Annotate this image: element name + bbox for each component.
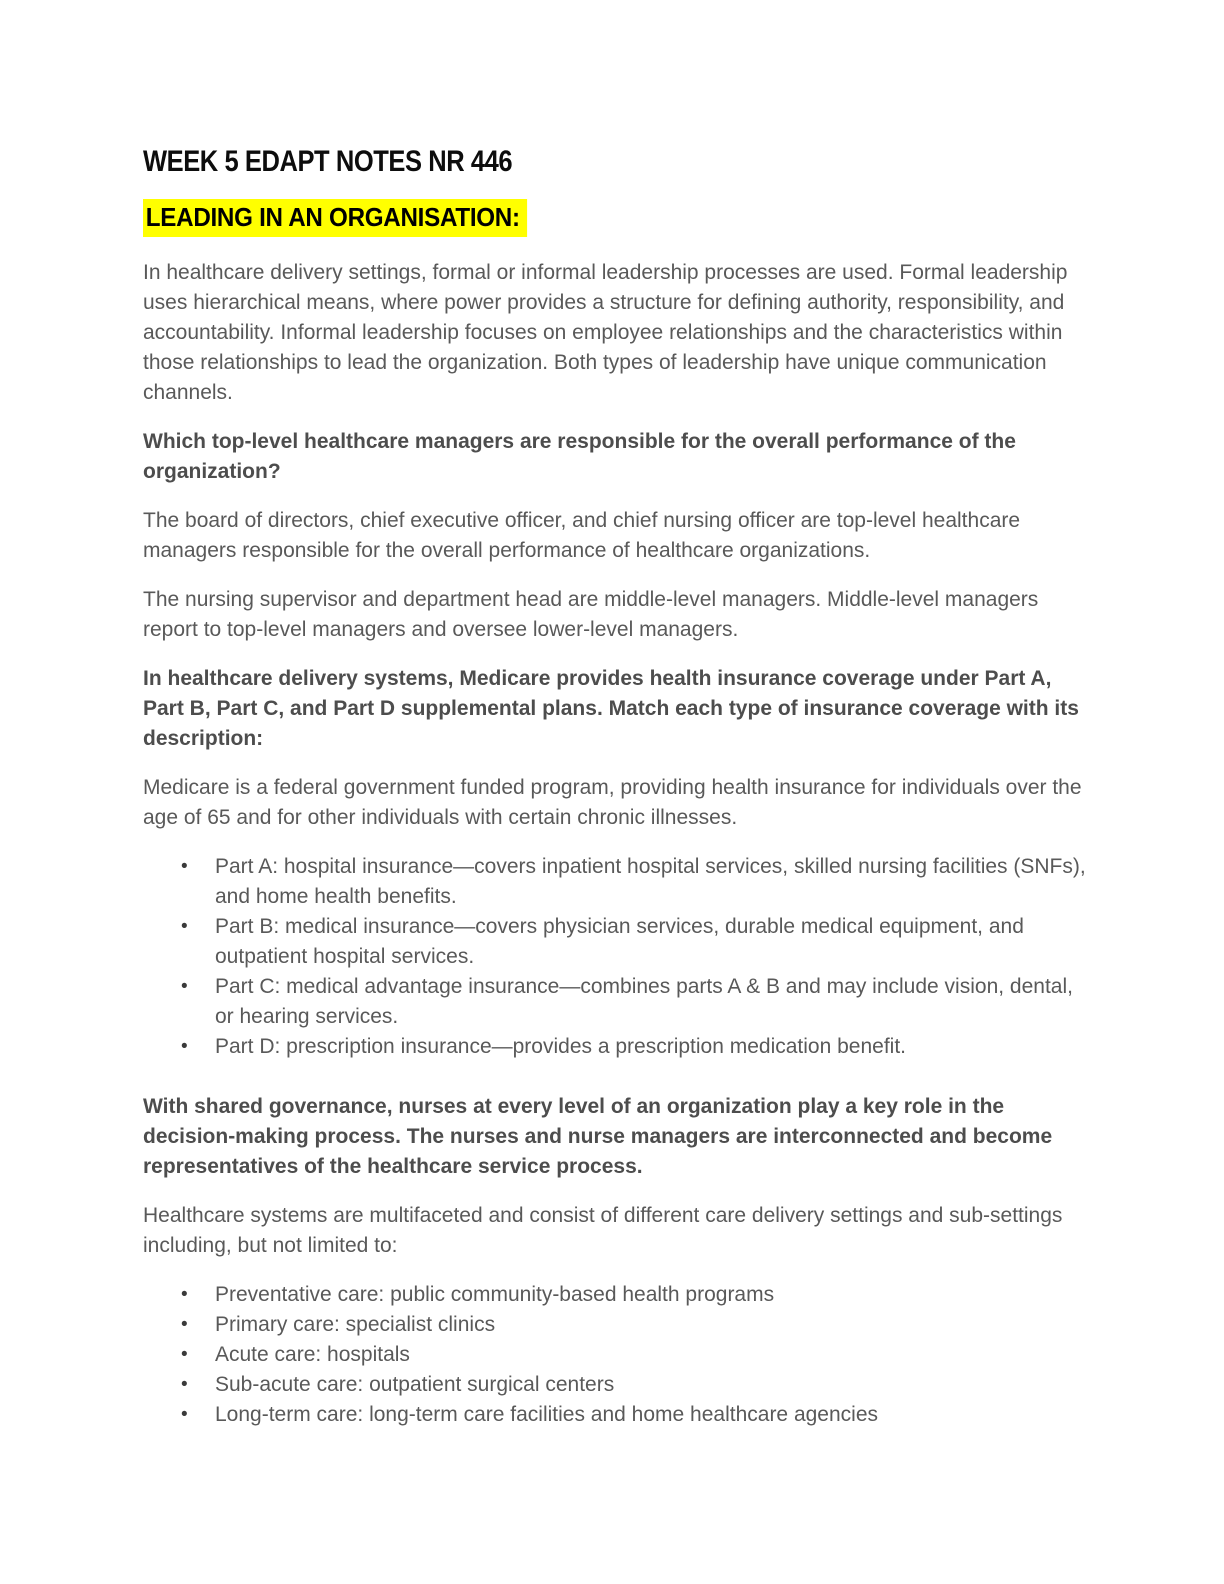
- question-top-level-managers: Which top-level healthcare managers are responsible for the overall performance of the organization?: [143, 430, 1016, 483]
- list-item-medicare-part-a: • Part A: hospital insurance—covers inpatient hospital services, skilled nursing facilities (SNFs), and home health benefits.: [143, 852, 1088, 912]
- paragraph-medicare-intro: Medicare is a federal government funded program, providing health insurance for individuals over the age of 65 and for other individuals with certain chronic illnesses.: [143, 776, 1082, 829]
- paragraph-care-settings-intro: Healthcare systems are multifaceted and consist of different care delivery settings and sub-settings including, but not limited to:: [143, 1204, 1063, 1257]
- paragraph-leadership-intro: In healthcare delivery settings, formal or informal leadership processes are used. Formal leadership uses hierarchical means, where power provides a structure for defining authority, responsibility, and accountability. Informal leadership focuses on employee relationships and the characteristics within those relationships to lead the organization. Both types of leadership have unique communication channels.: [143, 261, 1068, 404]
- list-item-preventative-care: • Preventative care: public community-based health programs: [143, 1280, 1088, 1310]
- list-item-acute-care: • Acute care: hospitals: [143, 1340, 1088, 1370]
- statement-shared-governance: With shared governance, nurses at every level of an organization play a key role in the decision-making process. The nurses and nurse managers are interconnected and become representatives of the healthcare service process.: [143, 1095, 1053, 1178]
- question-medicare-coverage: In healthcare delivery systems, Medicare provides health insurance coverage under Part A, Part B, Part C, and Part D supplemental plans. Match each type of insurance coverage with its description:: [143, 667, 1079, 750]
- section-heading-highlighted: LEADING IN AN ORGANISATION:: [143, 199, 527, 237]
- document-title: WEEK 5 EDAPT NOTES NR 446: [143, 145, 513, 178]
- list-medicare-parts: [143, 852, 1088, 1062]
- list-item-long-term-care: • Long-term care: long-term care facilities and home healthcare agencies: [143, 1400, 1088, 1430]
- list-item-medicare-part-d: • Part D: prescription insurance—provides a prescription medication benefit.: [143, 1032, 1088, 1062]
- answer-top-level-managers: The board of directors, chief executive officer, and chief nursing officer are top-level healthcare managers responsible for the overall performance of healthcare organizations.: [143, 509, 1021, 562]
- list-item-primary-care: • Primary care: specialist clinics: [143, 1310, 1088, 1340]
- list-item-medicare-part-b: • Part B: medical insurance—covers physician services, durable medical equipment, and outpatient hospital services.: [143, 912, 1088, 972]
- list-item-medicare-part-c: • Part C: medical advantage insurance—combines parts A & B and may include vision, dental, or hearing services.: [143, 972, 1088, 1032]
- answer-middle-level-managers: The nursing supervisor and department head are middle-level managers. Middle-level managers report to top-level managers and oversee lower-level managers.: [143, 588, 1039, 641]
- list-care-settings: [143, 1280, 1088, 1430]
- list-item-sub-acute-care: • Sub-acute care: outpatient surgical centers: [143, 1370, 1088, 1400]
